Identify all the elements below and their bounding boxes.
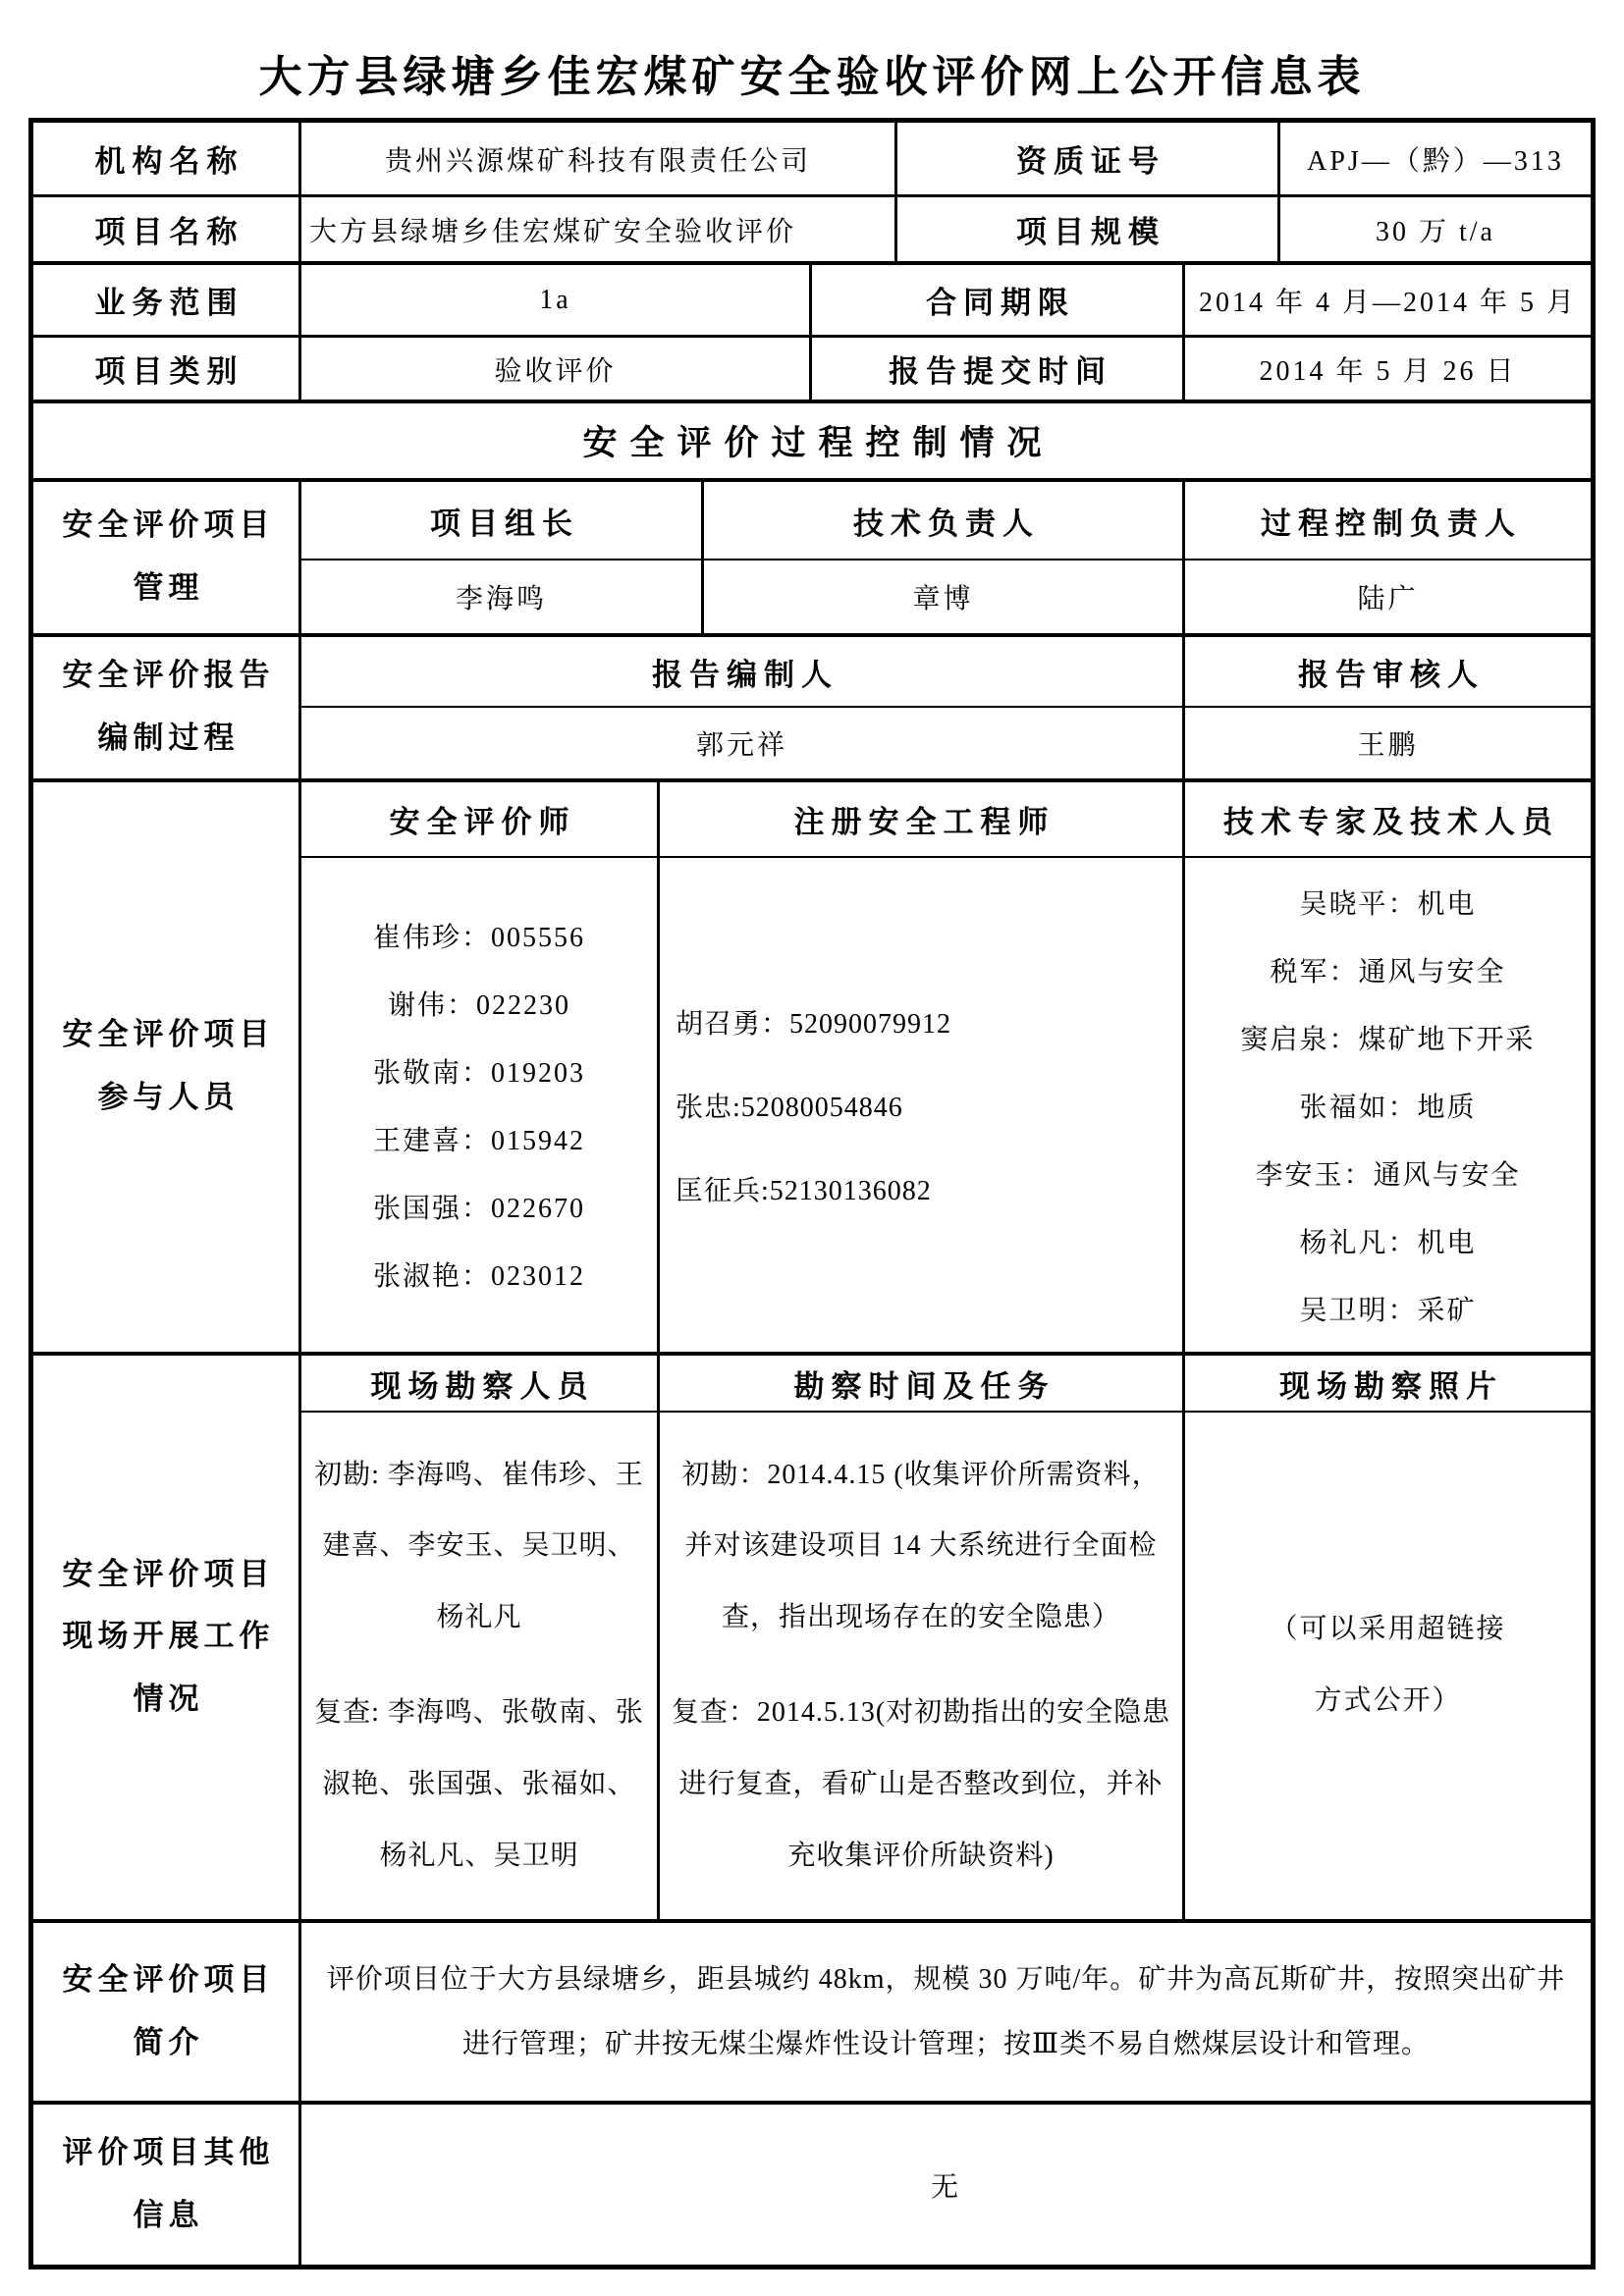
report-row-label-line1: 安全评价报告 bbox=[62, 658, 275, 694]
page-title: 大方县绿塘乡佳宏煤矿安全验收评价网上公开信息表 bbox=[258, 52, 1366, 102]
participants-row-label-line1: 安全评价项目 bbox=[62, 1017, 275, 1053]
report-writer-value: 郭元祥 bbox=[298, 706, 1182, 778]
surveyors-recheck: 复查: 李海鸣、张敬南、张淑艳、张国强、张福如、杨礼凡、吴卫明 bbox=[314, 1697, 644, 1871]
org-name-label: 机构名称 bbox=[94, 144, 244, 180]
info-table bbox=[28, 118, 1596, 2269]
cert-no-label: 资质证号 bbox=[894, 123, 1277, 194]
section-site-work bbox=[33, 1352, 1591, 1919]
survey-task-initial: 初勘：2014.4.15 (收集评价所需资料，并对该建设项目 14 大系统进行全面检查，指出现场存在的安全隐患） bbox=[681, 1459, 1161, 1633]
contract-period-value: 2014 年 4 月—2014 年 5 月 bbox=[1182, 265, 1591, 335]
process-lead-value: 陆广 bbox=[1182, 559, 1591, 633]
surveyors-initial: 初勘: 李海鸣、崔伟珍、王建喜、李安玉、吴卫明、杨礼凡 bbox=[314, 1459, 644, 1633]
expert-entry: 杨礼凡：机电 bbox=[1299, 1227, 1477, 1258]
expert-entry: 李安玉：通风与安全 bbox=[1255, 1159, 1521, 1191]
engineer-entry: 张忠:52080054846 bbox=[676, 1092, 903, 1123]
report-row-label-line2: 编制过程 bbox=[97, 721, 240, 756]
project-category-value: 验收评价 bbox=[298, 335, 809, 400]
summary-row-label-line2: 简介 bbox=[133, 2024, 204, 2060]
expert-entry: 吴卫明：采矿 bbox=[1299, 1295, 1477, 1326]
engineer-entry: 匡征兵:52130136082 bbox=[676, 1175, 932, 1206]
section-other-info bbox=[33, 2101, 1591, 2265]
other-info-row-label bbox=[33, 2105, 298, 2265]
management-row-label-line2: 管理 bbox=[133, 570, 204, 606]
participants-row-label bbox=[33, 782, 298, 1352]
photo-note-line2: 方式公开） bbox=[1314, 1685, 1462, 1716]
project-scale-value: 30 万 t/a bbox=[1277, 194, 1591, 261]
report-submit-value: 2014 年 5 月 26 日 bbox=[1182, 335, 1591, 400]
site-work-row-label-line1: 安全评价项目 bbox=[62, 1556, 275, 1592]
other-info-row-label-line2: 信息 bbox=[133, 2197, 204, 2233]
engineers-header: 注册安全工程师 bbox=[657, 782, 1182, 856]
report-reviewer-header: 报告审核人 bbox=[1182, 637, 1591, 706]
business-scope-label: 业务范围 bbox=[94, 286, 244, 321]
section-process-banner bbox=[33, 400, 1591, 478]
other-info-value: 无 bbox=[298, 2105, 1591, 2265]
engineer-entry: 胡召勇：52090079912 bbox=[676, 1008, 952, 1040]
evaluators-list bbox=[298, 856, 657, 1352]
tech-lead-value: 章博 bbox=[701, 559, 1182, 633]
summary-text: 评价项目位于大方县绿塘乡，距县城约 48km，规模 30 万吨/年。矿井为高瓦斯矿井，按照突出矿井进行管理；矿井按无煤尘爆炸性设计管理；按Ⅲ类不易自燃煤层设计和管理。 bbox=[298, 1923, 1591, 2101]
evaluator-entry: 张淑艳：023012 bbox=[372, 1261, 585, 1292]
process-control-title: 安全评价过程控制情况 bbox=[582, 424, 1055, 463]
section-basic-top bbox=[33, 123, 1591, 261]
project-scale-label: 项目规模 bbox=[894, 194, 1277, 261]
team-leader-header: 项目组长 bbox=[298, 482, 701, 559]
report-writer-header: 报告编制人 bbox=[298, 637, 1182, 706]
project-name-value: 大方县绿塘乡佳宏煤矿安全验收评价 bbox=[298, 194, 894, 261]
section-participants bbox=[33, 778, 1591, 1352]
business-scope-value: 1a bbox=[298, 265, 809, 335]
surveyors-cell bbox=[298, 1411, 657, 1919]
management-row-label bbox=[33, 482, 298, 633]
project-category-label: 项目类别 bbox=[33, 335, 298, 400]
section-report bbox=[33, 633, 1591, 778]
expert-entry: 税军：通风与安全 bbox=[1270, 956, 1506, 988]
expert-entry: 窦启泉：煤矿地下开采 bbox=[1240, 1024, 1536, 1055]
cert-no-value: APJ—（黔）—313 bbox=[1277, 123, 1591, 194]
report-row-label bbox=[33, 637, 298, 778]
report-reviewer-value: 王鹏 bbox=[1182, 706, 1591, 778]
management-row-label-line1: 安全评价项目 bbox=[62, 507, 275, 544]
photo-note-line1: （可以采用超链接 bbox=[1270, 1614, 1506, 1645]
survey-photos-cell bbox=[1182, 1411, 1591, 1919]
report-submit-label: 报告提交时间 bbox=[809, 335, 1182, 400]
evaluators-header: 安全评价师 bbox=[298, 782, 657, 856]
team-leader-value: 李海鸣 bbox=[298, 559, 701, 633]
summary-row-label-line1: 安全评价项目 bbox=[62, 1961, 275, 1998]
evaluator-entry: 张敬南：019203 bbox=[372, 1058, 585, 1089]
evaluator-entry: 谢伟：022230 bbox=[387, 990, 570, 1021]
experts-list bbox=[1182, 856, 1591, 1352]
evaluator-entry: 王建喜：015942 bbox=[372, 1126, 585, 1156]
evaluator-entry: 张国强：022670 bbox=[372, 1194, 585, 1224]
surveyors-header: 现场勘察人员 bbox=[298, 1356, 657, 1411]
engineers-list bbox=[657, 856, 1182, 1352]
tech-lead-header: 技术负责人 bbox=[701, 482, 1182, 559]
survey-tasks-cell bbox=[657, 1411, 1182, 1919]
other-info-row-label-line1: 评价项目其他 bbox=[62, 2134, 275, 2170]
participants-row-label-line2: 参与人员 bbox=[97, 1080, 240, 1115]
expert-entry: 吴晓平：机电 bbox=[1299, 888, 1477, 920]
evaluator-entry: 崔伟珍：005556 bbox=[372, 923, 585, 953]
survey-task-recheck: 复查：2014.5.13(对初勘指出的安全隐患进行复查，看矿山是否整改到位，并补充收集评价所缺资料) bbox=[671, 1697, 1171, 1871]
experts-header: 技术专家及技术人员 bbox=[1182, 782, 1591, 856]
org-name-value: 贵州兴源煤矿科技有限责任公司 bbox=[298, 123, 894, 194]
expert-entry: 张福如：地质 bbox=[1299, 1092, 1477, 1123]
survey-photos-header: 现场勘察照片 bbox=[1182, 1356, 1591, 1411]
site-work-row-label-line3: 情况 bbox=[133, 1681, 204, 1717]
summary-row-label bbox=[33, 1923, 298, 2101]
survey-tasks-header: 勘察时间及任务 bbox=[657, 1356, 1182, 1411]
section-summary bbox=[33, 1919, 1591, 2101]
contract-period-label: 合同期限 bbox=[809, 265, 1182, 335]
section-management bbox=[33, 478, 1591, 633]
section-basic-bottom bbox=[33, 261, 1591, 400]
site-work-row-label-line2: 现场开展工作 bbox=[62, 1619, 275, 1655]
site-work-row-label bbox=[33, 1356, 298, 1919]
process-lead-header: 过程控制负责人 bbox=[1182, 482, 1591, 559]
project-name-label: 项目名称 bbox=[33, 194, 298, 261]
